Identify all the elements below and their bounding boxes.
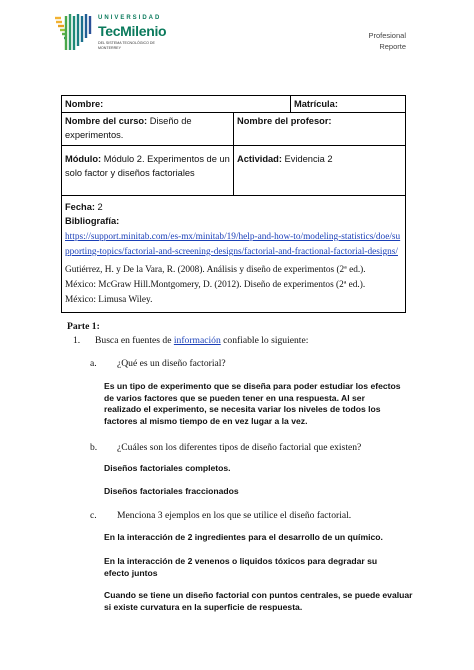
reference-2: México: McGraw Hill.Montgomery, D. (2012). Diseño de experimentos (2ª ed.). xyxy=(65,280,366,290)
question-a xyxy=(90,358,226,369)
modulo-cell xyxy=(62,146,234,196)
profesor-label: Nombre del profesor: xyxy=(237,116,332,126)
answer-c-3: Cuando se tiene un diseño factorial con puntos centrales, se puede evaluar si existe curvatura en la superficie de respuesta. xyxy=(104,590,413,612)
question-a-text: ¿Qué es un diseño factorial? xyxy=(117,358,226,369)
answer-b-2: Diseños factoriales fraccionados xyxy=(104,486,239,496)
header-right xyxy=(368,30,406,52)
question-b-text: ¿Cuáles son los diferentes tipos de diseño factorial que existen? xyxy=(117,442,362,453)
matricula-cell xyxy=(291,96,406,113)
question-c xyxy=(90,510,351,521)
fecha-label: Fecha: xyxy=(65,202,95,212)
header-line-2: Reporte xyxy=(379,42,406,51)
curso-cell xyxy=(62,113,234,146)
answer-c-2: En la interacción de 2 venenos o liquidos tóxicos para degradar su efecto juntos xyxy=(104,556,378,578)
answer-c-1: En la interacción de 2 ingredientes para el desarrollo de un químico. xyxy=(104,532,383,542)
question-c-label: c. xyxy=(90,510,97,521)
reference-3: México: Limusa Wiley. xyxy=(65,295,153,305)
actividad-label: Actividad: xyxy=(237,154,282,164)
profesor-cell xyxy=(234,113,406,146)
matricula-label: Matrícula: xyxy=(294,99,338,109)
question-b xyxy=(90,442,361,453)
logo-university-text: UNIVERSIDAD xyxy=(98,15,162,21)
question-a-label: a. xyxy=(90,358,97,369)
logo-tagline-text: DEL SISTEMA TECNOLÓGICO DE MONTERREY xyxy=(98,41,155,50)
table-row xyxy=(62,113,406,146)
bibliografia-label: Bibliografía: xyxy=(65,216,120,226)
reference-1: Gutiérrez, H. y De la Vara, R. (2008). Análisis y diseño de experimentos (2ª ed.). xyxy=(65,265,366,275)
question-1-text-before: Busca en fuentes de xyxy=(95,335,174,346)
table-row xyxy=(62,146,406,196)
question-c-text: Menciona 3 ejemplos en los que se utilice el diseño factorial. xyxy=(117,510,352,521)
question-1-text-after: confiable lo siguiente: xyxy=(220,335,309,346)
nombre-cell xyxy=(62,96,291,113)
part-title: Parte 1: xyxy=(67,321,100,332)
logo-name-text: TecMilenio xyxy=(98,23,167,39)
bibliografia-link[interactable]: https://support.minitab.com/es-mx/minitab/19/help-and-how-to/modeling-statistics/doe/supporting-topics/factorial-and-screening-designs/factorial-and-fractional-factorial-designs/ xyxy=(65,232,401,257)
question-b-label: b. xyxy=(90,442,98,453)
fecha-biblio-cell xyxy=(62,196,406,313)
modulo-value: Módulo 2. Experimentos de un solo factor y diseños factoriales xyxy=(65,154,230,178)
bibliografia-line xyxy=(65,214,402,228)
fecha-line xyxy=(65,200,402,214)
answer-b-1: Diseños factoriales completos. xyxy=(104,463,231,473)
curso-label: Nombre del curso: xyxy=(65,116,148,126)
info-table xyxy=(61,95,406,313)
logo-mark-icon xyxy=(52,10,94,52)
fecha-value: 2 xyxy=(94,202,103,212)
actividad-value: Evidencia 2 xyxy=(281,154,333,164)
tecmilenio-logo xyxy=(52,10,182,52)
curso-value: Diseño de experimentos. xyxy=(65,116,192,140)
informacion-link[interactable]: información xyxy=(173,335,221,346)
actividad-cell xyxy=(234,146,406,196)
question-1 xyxy=(73,335,308,346)
table-row xyxy=(62,196,406,313)
table-row xyxy=(62,96,406,113)
answer-a: Es un tipo de experimento que se diseña para poder estudiar los efectos de varios factores que se pueden tener en una respuesta. Al ser realizado el experimento, se necesita variar los niveles de todos los factores al mismo tiempo de en vez lugar a la vez. xyxy=(104,381,401,426)
modulo-label: Módulo: xyxy=(65,154,102,164)
question-1-number: 1. xyxy=(73,335,81,346)
nombre-label: Nombre: xyxy=(65,99,104,109)
header-line-1: Profesional xyxy=(368,31,406,40)
